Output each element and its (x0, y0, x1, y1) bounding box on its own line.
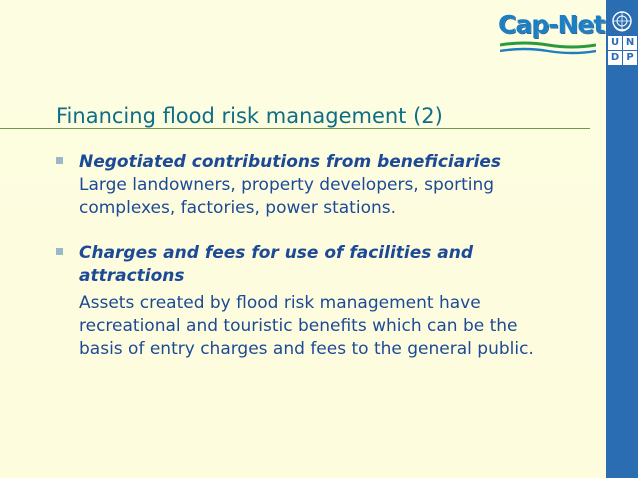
cap-net-logo-text: Cap-Net (498, 10, 605, 39)
bullet-heading: Charges and fees for use of facilities and attractions (79, 243, 474, 286)
undp-letter-grid (608, 36, 637, 65)
bullet-heading: Negotiated contributions from beneficiaries (79, 152, 502, 172)
bullet-item (56, 242, 561, 361)
undp-side-band (606, 0, 638, 478)
cap-net-logo (498, 10, 605, 58)
wave-icon (500, 41, 596, 55)
bullet-body: Large landowners, property developers, sporting complexes, factories, power stations. (79, 175, 495, 218)
bullet-list (56, 151, 561, 361)
undp-letter-n: N (623, 36, 637, 50)
bullet-body: Assets created by flood risk management have recreational and touristic benefits which can be the basis of entry charges and fees to the general public. (79, 293, 534, 359)
undp-logo (607, 10, 637, 65)
square-bullet-icon (56, 157, 63, 164)
undp-letter-d: D (608, 51, 622, 65)
bullet-item (56, 151, 561, 220)
undp-letter-p: P (623, 51, 637, 65)
slide-title: Financing flood risk management (2) (56, 104, 443, 128)
undp-letter-u: U (608, 36, 622, 50)
title-divider (0, 128, 590, 129)
un-emblem-icon (611, 10, 633, 32)
square-bullet-icon (56, 248, 63, 255)
